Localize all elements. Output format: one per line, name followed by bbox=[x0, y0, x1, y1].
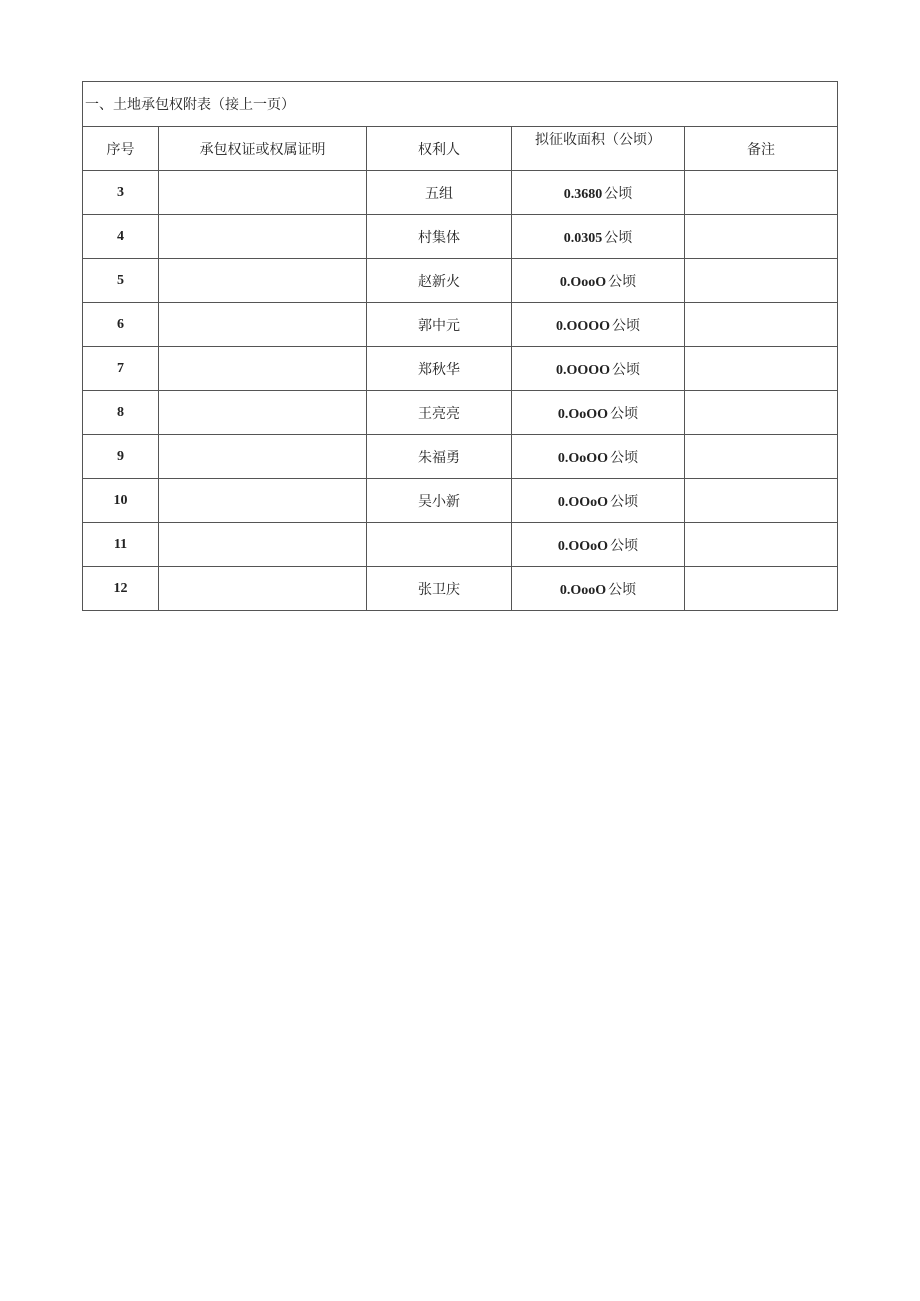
row-area bbox=[512, 435, 685, 479]
row-owner-text: 赵新火 bbox=[418, 273, 460, 290]
row-owner bbox=[367, 523, 512, 567]
row-owner bbox=[367, 171, 512, 215]
table-header-row bbox=[83, 127, 838, 171]
row-area bbox=[512, 347, 685, 391]
row-remark bbox=[685, 171, 838, 215]
header-certificate: 承包权证或权属证明 bbox=[159, 127, 367, 171]
row-seq-text: 8 bbox=[117, 405, 124, 420]
header-seq: 序号 bbox=[83, 127, 159, 171]
row-seq bbox=[83, 303, 159, 347]
row-certificate bbox=[159, 567, 367, 611]
row-area bbox=[512, 479, 685, 523]
row-owner bbox=[367, 391, 512, 435]
row-owner-text: 郭中元 bbox=[418, 317, 460, 334]
row-certificate bbox=[159, 259, 367, 303]
row-area bbox=[512, 215, 685, 259]
row-remark bbox=[685, 435, 838, 479]
row-area bbox=[512, 259, 685, 303]
row-certificate bbox=[159, 171, 367, 215]
row-area bbox=[512, 303, 685, 347]
table-title: 一、土地承包权附表（接上一页） bbox=[83, 82, 838, 127]
row-seq bbox=[83, 347, 159, 391]
table-row bbox=[83, 171, 838, 215]
row-seq-text: 5 bbox=[117, 273, 124, 288]
row-area-value: 0.OooO bbox=[559, 274, 607, 290]
row-remark bbox=[685, 215, 838, 259]
row-owner-text: 五组 bbox=[425, 185, 453, 202]
row-seq-text: 12 bbox=[113, 581, 128, 596]
row-certificate bbox=[159, 391, 367, 435]
row-owner-text: 郑秋华 bbox=[418, 361, 460, 378]
land-contract-table bbox=[82, 81, 838, 611]
table-row bbox=[83, 479, 838, 523]
row-owner bbox=[367, 479, 512, 523]
row-area bbox=[512, 523, 685, 567]
header-remark: 备注 bbox=[685, 127, 838, 171]
row-owner-text: 村集体 bbox=[418, 229, 460, 246]
table-row bbox=[83, 523, 838, 567]
row-area-unit: 公顷 bbox=[610, 405, 639, 422]
row-area-value: 0.OOOO bbox=[555, 318, 611, 334]
row-seq bbox=[83, 523, 159, 567]
row-certificate bbox=[159, 215, 367, 259]
row-area-value: 0.OoOO bbox=[557, 406, 609, 422]
row-remark bbox=[685, 303, 838, 347]
row-seq-text: 10 bbox=[113, 493, 128, 508]
row-remark bbox=[685, 391, 838, 435]
row-area-unit: 公顷 bbox=[612, 317, 641, 334]
row-seq-text: 7 bbox=[117, 361, 124, 376]
header-area bbox=[512, 127, 685, 171]
row-seq-text: 11 bbox=[113, 537, 128, 552]
row-area-unit: 公顷 bbox=[610, 449, 639, 466]
row-area-value: 0.OOoO bbox=[557, 494, 609, 510]
row-owner-text: 张卫庆 bbox=[418, 581, 460, 598]
row-area-value: 0.OOoO bbox=[557, 538, 609, 554]
row-seq bbox=[83, 567, 159, 611]
row-seq bbox=[83, 435, 159, 479]
row-owner bbox=[367, 347, 512, 391]
row-area-unit: 公顷 bbox=[612, 361, 641, 378]
row-seq bbox=[83, 479, 159, 523]
row-certificate bbox=[159, 435, 367, 479]
row-area-unit: 公顷 bbox=[604, 229, 633, 246]
table-row bbox=[83, 303, 838, 347]
table-row bbox=[83, 567, 838, 611]
row-area bbox=[512, 391, 685, 435]
row-owner bbox=[367, 567, 512, 611]
row-area-unit: 公顷 bbox=[608, 581, 637, 598]
row-area-value: 0.OooO bbox=[559, 582, 607, 598]
row-area-value: 0.OOOO bbox=[555, 362, 611, 378]
row-area-value: 0.OoOO bbox=[557, 450, 609, 466]
row-seq bbox=[83, 259, 159, 303]
row-seq-text: 4 bbox=[117, 229, 124, 244]
table-row bbox=[83, 347, 838, 391]
table-row bbox=[83, 259, 838, 303]
row-owner-text: 吴小新 bbox=[418, 493, 460, 510]
row-seq bbox=[83, 215, 159, 259]
row-certificate bbox=[159, 303, 367, 347]
row-certificate bbox=[159, 347, 367, 391]
row-seq-text: 3 bbox=[117, 185, 124, 200]
row-remark bbox=[685, 259, 838, 303]
row-area bbox=[512, 171, 685, 215]
row-remark bbox=[685, 523, 838, 567]
row-remark bbox=[685, 347, 838, 391]
row-area-unit: 公顷 bbox=[604, 185, 633, 202]
row-certificate bbox=[159, 523, 367, 567]
row-owner bbox=[367, 303, 512, 347]
row-remark bbox=[685, 567, 838, 611]
row-seq-text: 6 bbox=[117, 317, 124, 332]
row-area-unit: 公顷 bbox=[610, 493, 639, 510]
header-area-label: 拟征收面积（公顷） bbox=[535, 131, 661, 148]
row-certificate bbox=[159, 479, 367, 523]
row-seq bbox=[83, 171, 159, 215]
row-owner-text: 王亮亮 bbox=[418, 405, 460, 422]
row-seq bbox=[83, 391, 159, 435]
row-area-unit: 公顷 bbox=[610, 537, 639, 554]
row-area bbox=[512, 567, 685, 611]
row-area-value: 0.0305 bbox=[563, 230, 603, 246]
row-seq-text: 9 bbox=[117, 449, 124, 464]
row-remark bbox=[685, 479, 838, 523]
table-title-row bbox=[83, 82, 838, 127]
row-owner bbox=[367, 259, 512, 303]
row-owner bbox=[367, 215, 512, 259]
row-area-value: 0.3680 bbox=[563, 186, 603, 202]
row-owner-text: 朱福勇 bbox=[418, 449, 460, 466]
table-row bbox=[83, 391, 838, 435]
table-row bbox=[83, 215, 838, 259]
row-owner bbox=[367, 435, 512, 479]
table-row bbox=[83, 435, 838, 479]
row-area-unit: 公顷 bbox=[608, 273, 637, 290]
header-owner: 权利人 bbox=[367, 127, 512, 171]
